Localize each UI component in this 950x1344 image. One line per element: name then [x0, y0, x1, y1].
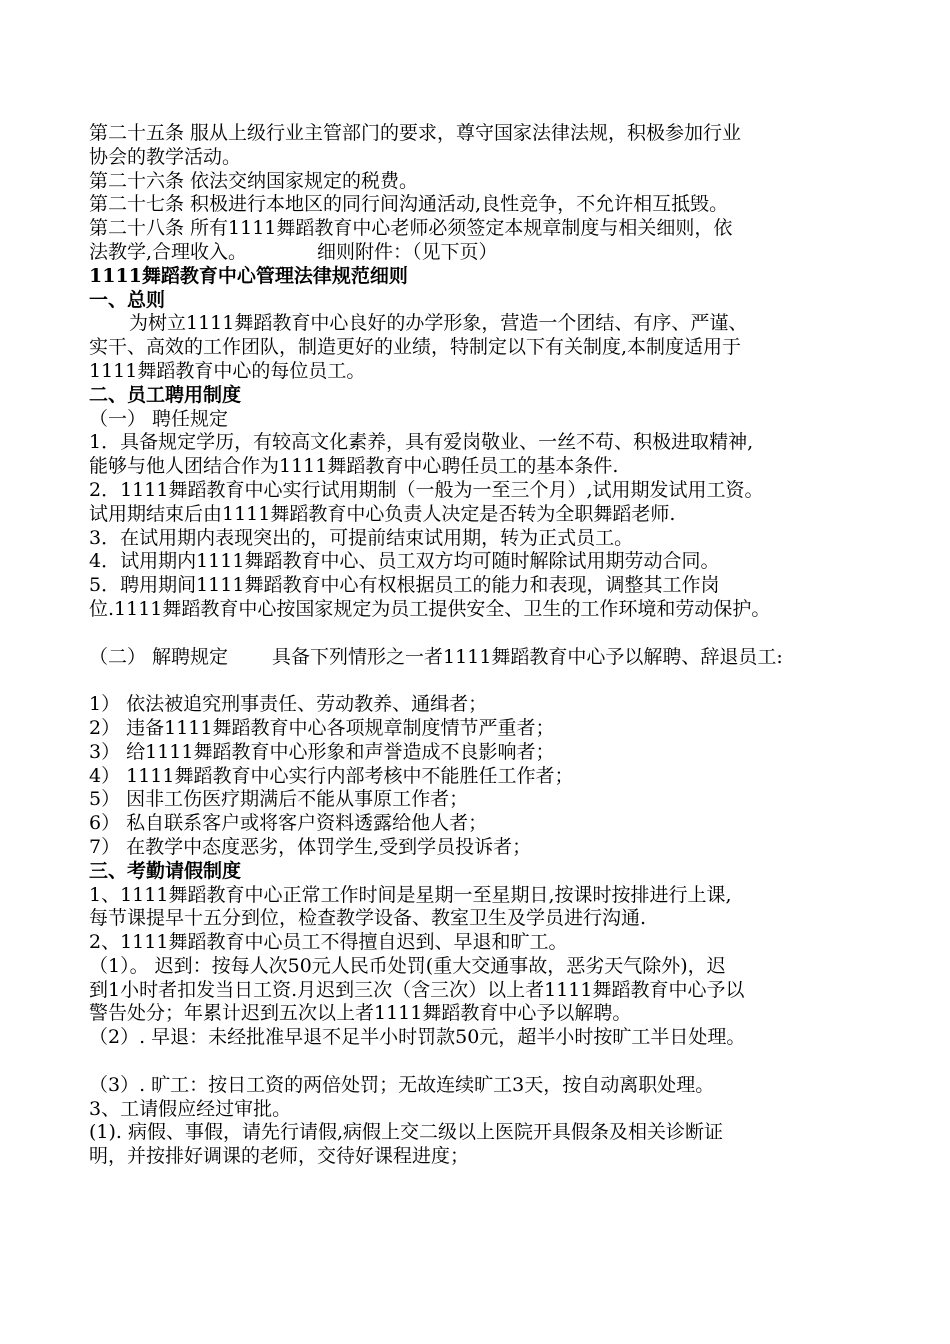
attendance-line: 2、1111舞蹈教育中心员工不得擅自迟到、早退和旷工。: [89, 931, 568, 954]
article-25-line2: 协会的教学活动。: [89, 145, 242, 168]
section-1-line: 为树立1111舞蹈教育中心良好的办学形象，营造一个团结、有序、严谨、: [129, 312, 748, 335]
article-28-line1: 第二十八条 所有1111舞蹈教育中心老师必须签定本规章制度与相关细则，依: [89, 217, 733, 240]
section-1-heading: 一、总则: [89, 288, 166, 311]
attendance-line: （2）. 早退：未经批准早退不足半小时罚款50元，超半小时按旷工半日处理。: [89, 1026, 746, 1049]
dismissal-item: 2） 违备1111舞蹈教育中心各项规章制度情节严重者；: [89, 716, 555, 739]
appointment-line: 3．在试用期内表现突出的，可提前结束试用期，转为正式员工。: [89, 526, 634, 549]
blank-line: [89, 622, 889, 646]
section-1-line: 1111舞蹈教育中心的每位员工。: [89, 359, 366, 382]
article-28-text: 法教学,合理收入。: [89, 240, 248, 263]
section-1-line: 实干、高效的工作团队，制造更好的业绩，特制定以下有关制度,本制度适用于: [89, 336, 742, 359]
dismissal-item: 1） 依法被追究刑事责任、劳动教养、通缉者；: [89, 693, 488, 716]
appointment-line: 2．1111舞蹈教育中心实行试用期制（一般为一至三个月）,试用期发试用工资。: [89, 478, 764, 501]
dismissal-label: （二） 解聘规定: [89, 645, 229, 668]
appointment-line: 1．具备规定学历，有较高文化素养，具有爱岗敬业、一丝不苟、积极进取精神,: [89, 431, 754, 454]
attendance-line: 1、1111舞蹈教育中心正常工作时间是星期一至星期日,按课时按排进行上课,: [89, 883, 732, 906]
appointment-line: 4．试用期内1111舞蹈教育中心、员工双方均可随时解除试用期劳动合同。: [89, 550, 720, 573]
article-25-line1: 第二十五条 服从上级行业主管部门的要求，尊守国家法律法规，积极参加行业: [89, 122, 742, 144]
appointment-line: 5．聘用期间1111舞蹈教育中心有权根据员工的能力和表现，调整其工作岗: [89, 574, 720, 597]
document-body: [89, 122, 889, 1169]
dismissal-item: 6） 私自联系客户或将客户资料透露给他人者；: [89, 812, 488, 835]
attendance-line: 每节课提早十五分到位，检查教学设备、教室卫生及学员进行沟通.: [89, 907, 647, 930]
dismissal-item: 5） 因非工伤医疗期满后不能从事原工作者；: [89, 788, 469, 811]
article-28-line2: [89, 241, 889, 265]
attendance-line: 3、工请假应经过审批。: [89, 1097, 292, 1120]
article-26: 第二十六条 依法交纳国家规定的税费。: [89, 169, 419, 192]
dismissal-item: 7） 在教学中态度恶劣，体罚学生,受到学员投诉者；: [89, 835, 532, 858]
attendance-line: 到1小时者扣发当日工资.月迟到三次（含三次）以上者1111舞蹈教育中心予以: [89, 978, 745, 1001]
attendance-line: 警告处分；年累计迟到五次以上者1111舞蹈教育中心予以解聘。: [89, 1002, 632, 1025]
article-27: 第二十七条 积极进行本地区的同行间沟通活动,良性竞争，不允许相互抵毁。: [89, 193, 729, 216]
attendance-line: （1）。 迟到：按每人次50元人民币处罚(重大交通事故，恶劣天气除外)，迟: [89, 954, 726, 977]
appendix-note: 细则附件：（见下页）: [317, 240, 498, 263]
section-2-heading: 二、员工聘用制度: [89, 383, 242, 406]
document-title: 1111舞蹈教育中心管理法律规范细则: [89, 264, 408, 287]
dismissal-intro: 具备下列情形之一者1111舞蹈教育中心予以解聘、辞退员工:: [272, 645, 783, 668]
attendance-line: 明，并按排好调课的老师，交待好课程进度；: [89, 1145, 470, 1168]
appointment-line: 位.1111舞蹈教育中心按国家规定为员工提供安全、卫生的工作环境和劳动保护。: [89, 597, 771, 620]
appointment-line: 能够与他人团结合作为1111舞蹈教育中心聘任员工的基本条件.: [89, 455, 619, 478]
subsection-appointment-heading: （一） 聘任规定: [89, 407, 229, 430]
attendance-line: （3）. 旷工：按日工资的两倍处罚；无故连续旷工3天，按自动离职处理。: [89, 1073, 715, 1096]
dismissal-item: 3） 给1111舞蹈教育中心形象和声誉造成不良影响者；: [89, 740, 555, 763]
blank-line: [89, 1050, 889, 1074]
attendance-line: (1). 病假、事假，请先行请假,病假上交二级以上医院开具假条及相关诊断证: [89, 1121, 724, 1144]
subsection-dismissal-heading: [89, 646, 889, 670]
dismissal-item: 4） 1111舞蹈教育中心实行内部考核中不能胜任工作者；: [89, 764, 574, 787]
appointment-line: 试用期结束后由1111舞蹈教育中心负责人决定是否转为全职舞蹈老师.: [89, 502, 676, 525]
section-3-heading: 三、考勤请假制度: [89, 859, 242, 882]
blank-line: [89, 669, 889, 693]
